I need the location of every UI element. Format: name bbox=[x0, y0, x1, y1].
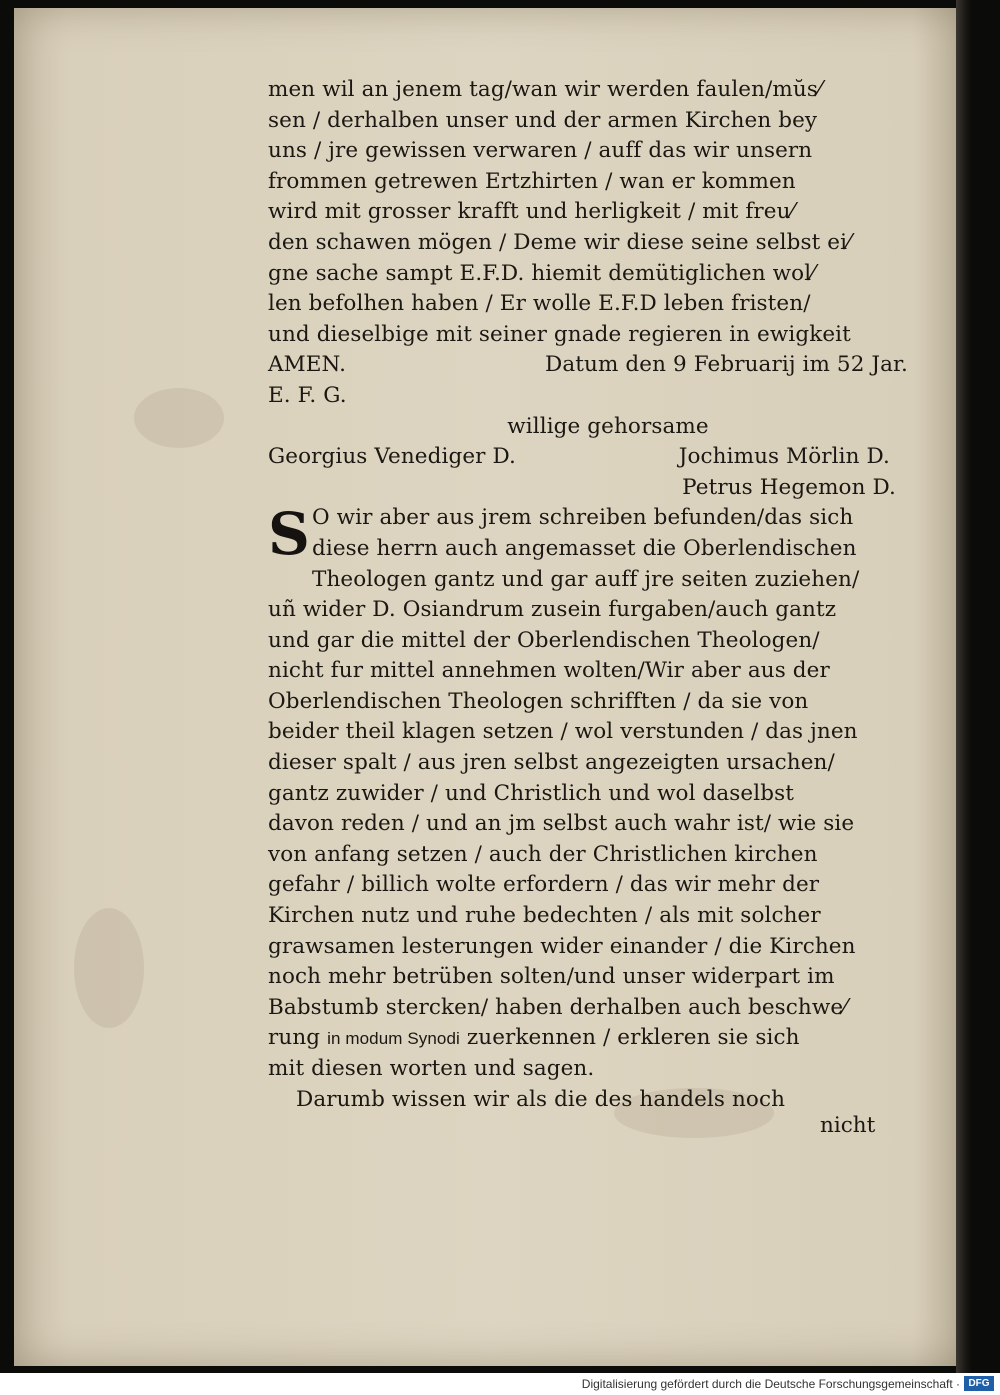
text-line: diese herrn auch angemasset die Oberlendischen bbox=[312, 535, 857, 561]
text-line: noch mehr betrüben solten/und unser widerpart im bbox=[268, 964, 835, 990]
signer-hegemon: Petrus Hegemon D. bbox=[682, 474, 896, 500]
text-line: uns / jre gewissen verwaren / auff das wir unsern bbox=[268, 138, 813, 164]
text-line: O wir aber aus jrem schreiben befunden/das sich bbox=[312, 505, 854, 531]
efg-line: E. F. G. bbox=[268, 382, 347, 408]
text-line: von anfang setzen / auch der Christlichen kirchen bbox=[268, 841, 818, 867]
dfg-logo-icon: DFG bbox=[964, 1376, 994, 1391]
amen-text: AMEN. bbox=[268, 352, 347, 378]
signers-line bbox=[268, 442, 908, 473]
text-line: nicht fur mittel annehmen wolten/Wir aber aus der bbox=[268, 658, 830, 684]
amen-line bbox=[268, 350, 908, 381]
page-stain bbox=[74, 908, 144, 1028]
page-text bbox=[268, 75, 908, 1115]
text-line: und dieselbige mit seiner gnade regieren in ewigkeit bbox=[268, 321, 851, 347]
text-line: gne sache sampt E.F.D. hiemit demütiglichen wol⁄ bbox=[268, 260, 815, 286]
text-line: Babstumb stercken/ haben derhalben auch beschwe⁄ bbox=[268, 994, 847, 1020]
text-line: wird mit grosser krafft und herligkeit / mit freu⁄ bbox=[268, 199, 795, 225]
text-line: davon reden / und an jm selbst auch wahr ist/ wie sie bbox=[268, 811, 855, 837]
text-line: gantz zuwider / und Christlich und wol daselbst bbox=[268, 780, 794, 806]
text-line: mit diesen worten und sagen. bbox=[268, 1056, 595, 1081]
latin-line bbox=[268, 1023, 908, 1054]
text-line: len befolhen haben / Er wolle E.F.D leben fristen/ bbox=[268, 291, 811, 317]
signer-venediger: Georgius Venediger D. bbox=[268, 444, 516, 470]
darumb-line: Darumb wissen wir als die des handels noch bbox=[296, 1086, 786, 1112]
footer-credit: Digitalisierung gefördert durch die Deutsche Forschungsgemeinschaft · bbox=[581, 1377, 960, 1391]
text-line: frommen getrewen Ertzhirten / wan er kommen bbox=[268, 168, 796, 194]
page-gutter bbox=[956, 0, 972, 1373]
text-line: beider theil klagen setzen / wol verstunden / das jnen bbox=[268, 719, 858, 745]
page-stain bbox=[134, 388, 224, 448]
drop-cap: S bbox=[268, 500, 310, 569]
text-line: Oberlendischen Theologen schrifften / da sie von bbox=[268, 688, 809, 714]
willige-line: willige gehorsame bbox=[507, 413, 709, 439]
text-line: men wil an jenem tag/wan wir werden faulen/mŭs⁄ bbox=[268, 77, 822, 102]
latin-phrase: in modum Synodi bbox=[327, 1029, 460, 1049]
signer-moerlin: Jochimus Mörlin D. bbox=[678, 444, 890, 470]
latin-pre: rung bbox=[268, 1025, 328, 1051]
text-line: gefahr / billich wolte erfordern / das wir mehr der bbox=[268, 872, 820, 898]
text-line: uñ wider D. Osiandrum zusein furgaben/auch gantz bbox=[268, 597, 837, 623]
catchword: nicht bbox=[820, 1113, 876, 1138]
text-line: dieser spalt / aus jren selbst angezeigten ursachen/ bbox=[268, 750, 835, 776]
text-line: Kirchen nutz und ruhe bedechten / als mit solcher bbox=[268, 903, 821, 929]
text-line: grawsamen lesterungen wider einander / die Kirchen bbox=[268, 933, 856, 959]
digitization-footer bbox=[0, 1373, 1000, 1395]
text-line: den schawen mögen / Deme wir diese seine selbst ei⁄ bbox=[268, 229, 851, 255]
text-line: sen / derhalben unser und der armen Kirchen bey bbox=[268, 107, 818, 133]
text-line: Theologen gantz und gar auff jre seiten zuziehen/ bbox=[312, 566, 860, 592]
text-line: und gar die mittel der Oberlendischen Theologen/ bbox=[268, 627, 820, 653]
date-text: Datum den 9 Februarij im 52 Jar. bbox=[545, 352, 908, 378]
latin-post: zuerkennen / erkleren sie sich bbox=[459, 1025, 800, 1051]
